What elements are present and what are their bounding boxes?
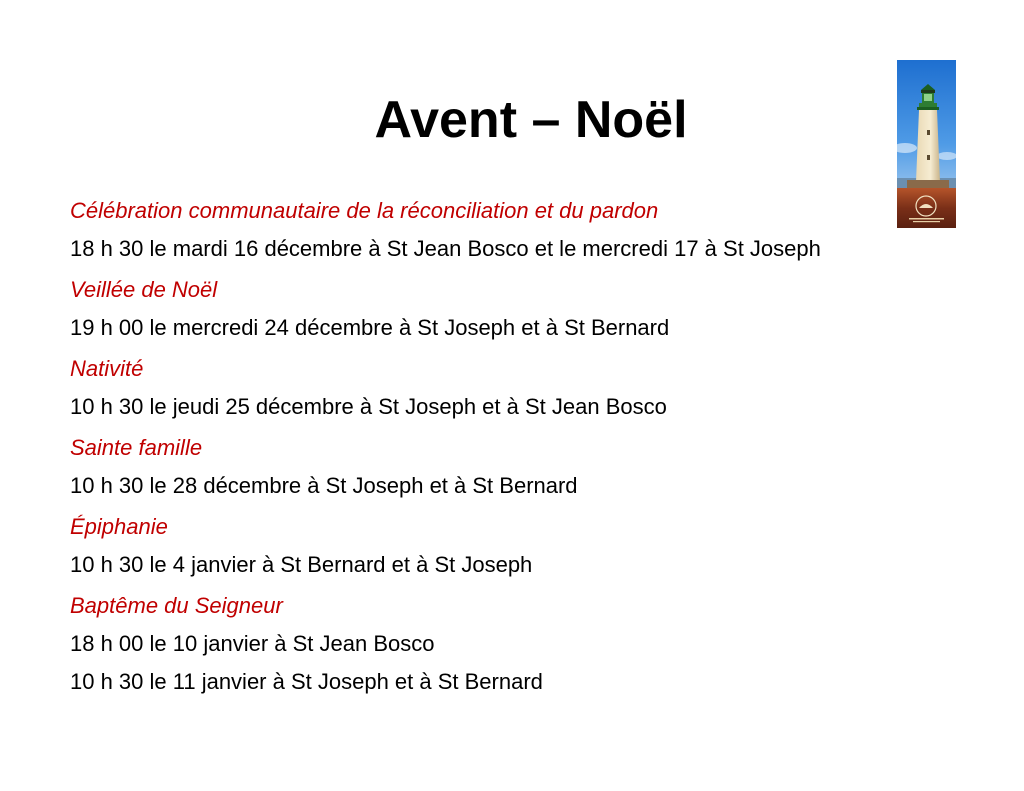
event-epiphanie (70, 509, 1010, 585)
event-title: Célébration communautaire de la réconciliation et du pardon (70, 198, 659, 223)
events-list (70, 193, 1010, 705)
event-detail: 10 h 30 le jeudi 25 décembre à St Joseph et à St Jean Bosco (70, 394, 667, 419)
event-bapteme (70, 588, 1010, 702)
event-detail: 10 h 30 le 11 janvier à St Joseph et à St Bernard (70, 669, 543, 694)
event-title: Nativité (70, 356, 144, 381)
event-detail: 10 h 30 le 4 janvier à St Bernard et à St Joseph (70, 552, 533, 577)
event-nativite (70, 351, 1010, 427)
event-detail: 19 h 00 le mercredi 24 décembre à St Joseph et à St Bernard (70, 315, 670, 340)
page-title: Avent – Noël (374, 91, 688, 149)
event-sainte-famille (70, 430, 1010, 506)
event-detail: 18 h 30 le mardi 16 décembre à St Jean Bosco et le mercredi 17 à St Joseph (70, 236, 821, 261)
event-title: Baptême du Seigneur (70, 593, 283, 618)
event-title: Veillée de Noël (70, 277, 218, 302)
event-detail: 10 h 30 le 28 décembre à St Joseph et à St Bernard (70, 473, 578, 498)
event-title: Sainte famille (70, 435, 203, 460)
event-reconciliation (70, 193, 1010, 269)
event-veillee (70, 272, 1010, 348)
event-title: Épiphanie (70, 514, 168, 539)
event-detail: 18 h 00 le 10 janvier à St Jean Bosco (70, 631, 435, 656)
